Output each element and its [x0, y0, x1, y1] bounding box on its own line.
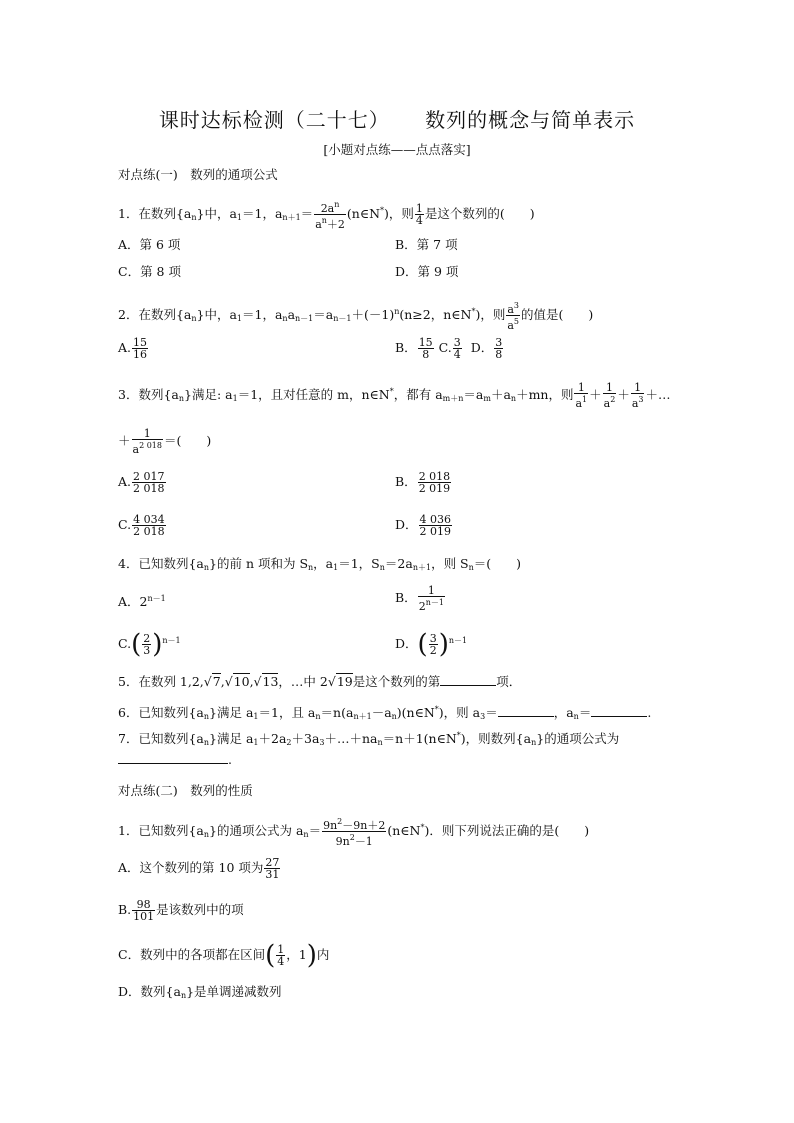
question-3-stem: 3．数列$\{a_n\}$满足: $a_1=1$，且对任意的 m，n∈N*，都有 $a_{m+n}=a_m+a_n+mn$，则 $\frac{1}{a^1}$ ＋ $\frac{1}{a^2}$ ＋ $\frac{1}{a^3}$ ＋…: [118, 381, 671, 410]
answer-blank[interactable]: [440, 674, 496, 686]
page-subtitle: [小题对点练——点点落实]: [323, 142, 471, 157]
question-2-stem: 2．在数列$\{a_n\}$中，$a_1=1$，$a_na_{n-1}=a_{n-1}+(-1)^n(n\ge 2$，n∈N*)，则 $\frac{a^3}{a^5}$ 的值是( ): [118, 301, 594, 332]
q3-option-c[interactable]: C. $\frac{4 034}{2 018}$: [118, 513, 165, 538]
question-3-stem-2: ＋ $\frac{1}{a^{2 018}}$ ＝( ): [118, 427, 212, 456]
question-4-stem: 4．已知数列$\{a_n\}$的前 n 项和为 $S_n$，$a_1=1$，$S_n=2a_{n+1}$，则 $S_n=$( ): [118, 556, 522, 572]
q4-option-b[interactable]: B． $\frac{1}{2^{n-1}}$: [395, 584, 444, 613]
p1-option-a[interactable]: A．这个数列的第 10 项为 $\frac{27}{31}$: [118, 856, 280, 881]
answer-blank[interactable]: [591, 705, 647, 717]
p1-option-d[interactable]: D．数列$\{a_n\}$是单调递减数列: [118, 984, 282, 1000]
q1-option-a[interactable]: A．第 6 项: [118, 237, 181, 252]
q2-option-a[interactable]: A. $\frac{15}{16}$: [118, 336, 148, 361]
question-6: 6．已知数列$\{a_n\}$满足 $a_1=1$，且 $a_n=n(a_{n+1}-a_n)(n\in N^*)$，则 $a_3=$ ，$a_n=$ .: [118, 705, 652, 721]
title-right: 数列的概念与简单表示: [425, 108, 636, 132]
property-question-1: 1．已知数列$\{a_n\}$的通项公式为 $a_n=$ $\frac{9n^2-9n+2}{9n^2-1}$ (n∈N*)．则下列说法正确的是( ): [118, 817, 590, 848]
question-1-stem: 1．在数列$\{a_n\}$中，$a_1=1$，$a_{n+1}=$ $\frac{2a^n}{a^n+2}$ (n∈N*)，则 $\frac{1}{4}$ 是这个数列的( ): [118, 200, 535, 231]
question-7-answer: .: [118, 752, 232, 768]
question-7: 7．已知数列$\{a_n\}$满足 $a_1+2a_2+3a_3+\dots+na_n=n+1(n\in N^*)$，则数列$\{a_n\}$的通项公式为: [118, 731, 620, 747]
q1-option-c[interactable]: C．第 8 项: [118, 264, 181, 279]
answer-blank[interactable]: [118, 752, 228, 764]
q4-option-c[interactable]: C.( $\frac{2}{3}$ )$^{n-1}$: [118, 629, 181, 660]
q4-option-d[interactable]: D．( $\frac{3}{2}$ )$^{n-1}$: [395, 629, 468, 660]
q4-option-a[interactable]: A．$2^{n-1}$: [118, 594, 166, 609]
question-5: 5．在数列 1,2,√7,√10,√13，…中 2√19是这个数列的第 项．: [118, 674, 522, 689]
fraction: $\frac{a^3}{a^5}$: [507, 301, 520, 332]
answer-blank[interactable]: [498, 705, 554, 717]
title-left: 课时达标检测（二十七）: [158, 108, 390, 132]
q3-option-a[interactable]: A. $\frac{2 017}{2 018}$: [118, 470, 165, 495]
page-title: [0, 104, 794, 133]
q1-option-b[interactable]: B．第 7 项: [395, 237, 458, 252]
p1-option-b[interactable]: B. $\frac{98}{101}$ 是该数列中的项: [118, 898, 244, 923]
q2-option-bcd[interactable]: B． $\frac{15}{8}$ C. $\frac{3}{4}$ D． $\frac{3}{8}$: [395, 336, 503, 361]
fraction: $\frac{2a^n}{a^n+2}$: [315, 200, 345, 231]
p1-option-c[interactable]: C．数列中的各项都在区间( $\frac{1}{4}$ ，1)内: [118, 940, 330, 971]
section-heading-1: 对点练(一) 数列的通项公式: [118, 167, 278, 182]
q1-option-d[interactable]: D．第 9 项: [395, 264, 459, 279]
fraction: $\frac{1}{4}$: [415, 202, 423, 227]
section-heading-2: 对点练(二) 数列的性质: [118, 783, 253, 798]
q3-option-b[interactable]: B． $\frac{2 018}{2 019}$: [395, 470, 451, 495]
q3-option-d[interactable]: D． $\frac{4 036}{2 019}$: [395, 513, 452, 538]
